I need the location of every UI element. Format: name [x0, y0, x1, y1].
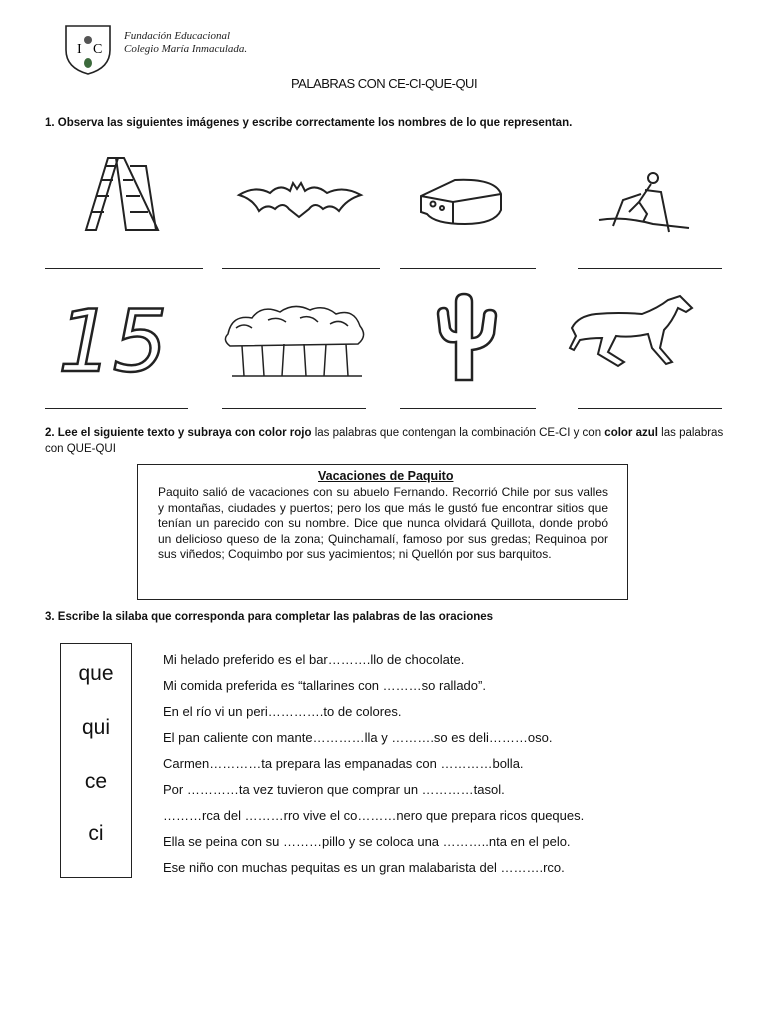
sentence-8[interactable]: Ella se peina con su ………pillo y se coloca una ………..nta en el pelo.	[163, 834, 571, 849]
story-title: Vacaciones de Paquito	[318, 469, 454, 483]
school-line-2: Colegio María Inmaculada.	[124, 43, 248, 55]
exercise-1-instruction: 1. Observa las siguientes imágenes y escribe correctamente los nombres de lo que representan.	[45, 117, 573, 129]
answer-line[interactable]	[222, 408, 366, 409]
syllable-qui: qui	[81, 716, 111, 739]
answer-line[interactable]	[45, 268, 203, 269]
answer-line[interactable]	[400, 268, 536, 269]
page-title: PALABRAS CON CE-CI-QUE-QUI	[290, 76, 478, 91]
sentence-2[interactable]: Mi comida preferida es “tallarines con ………so rallado”.	[163, 678, 486, 693]
flame-icon	[84, 58, 92, 68]
sentence-7[interactable]: ………rca del ………rro vive el co………nero que prepara ricos queques.	[163, 808, 585, 823]
instruction-emphasis-red: subraya con color rojo	[187, 427, 312, 439]
instruction-emphasis-blue: color azul	[604, 427, 658, 439]
exercise-2-instruction	[45, 425, 725, 457]
story-text: Paquito salió de vacaciones con su abuelo Fernando. Recorrió Chile por sus valles y montañas, ciudades y puertos; pero los que más le gustó fue encontrar sitios que tenían un parecido con su nombre. Dice que nunca olvidará Quillota, donde probó un delicioso queso de la zona; Quinchamalí, famoso por sus gredas; Requinoa por sus viñedos; Coquimbo por sus yacimientos; ni Quellón por sus barquitos.	[158, 485, 608, 561]
answer-line[interactable]	[222, 268, 380, 269]
instruction-part: las palabras que contengan la combinación CE-CI y con	[311, 427, 605, 439]
exercise-3-instruction: 3. Escribe la silaba que corresponda para completar las palabras de las oraciones	[45, 611, 494, 623]
sentence-4[interactable]: El pan caliente con mante…………lla y ……….so es deli………oso.	[163, 730, 553, 745]
sentence-3[interactable]: En el río vi un peri………….to de colores.	[163, 704, 402, 719]
sentence-5[interactable]: Carmen…………ta prepara las empanadas con …………bolla.	[163, 756, 524, 771]
ladder-icon	[68, 150, 178, 235]
logo-letter-i: I	[77, 42, 82, 57]
answer-line[interactable]	[578, 408, 722, 409]
story-box	[137, 464, 628, 600]
instruction-part: las palabras con QUE-QUI	[45, 427, 724, 455]
cactus-icon	[428, 292, 508, 382]
horse-icon	[568, 292, 698, 372]
syllable-box	[60, 643, 132, 878]
answer-line[interactable]	[45, 408, 188, 409]
syllable-ci: ci	[88, 822, 104, 845]
sentence-6[interactable]: Por …………ta vez tuvieron que comprar un …………tasol.	[163, 782, 505, 797]
cheese-icon	[415, 170, 525, 255]
answer-line[interactable]	[578, 268, 722, 269]
school-logo	[60, 20, 116, 76]
number-15-icon	[56, 292, 168, 392]
number-15-label: 15	[58, 292, 168, 392]
syllable-ce: ce	[84, 770, 108, 793]
instruction-part: 2. Lee el siguiente texto y	[45, 427, 188, 439]
forest-icon	[222, 300, 372, 380]
bat-icon	[235, 165, 345, 250]
star-icon	[84, 36, 92, 44]
sentence-9[interactable]: Ese niño con muchas pequitas es un gran malabarista del ……….rco.	[163, 860, 565, 875]
logo-letter-c: C	[93, 42, 103, 57]
syllable-que: que	[78, 662, 114, 685]
answer-line[interactable]	[400, 408, 536, 409]
sentence-1[interactable]: Mi helado preferido es el bar……….llo de chocolate.	[163, 652, 465, 667]
skier-icon	[593, 168, 703, 253]
school-line-1: Fundación Educacional	[124, 30, 231, 42]
school-name	[124, 30, 247, 56]
